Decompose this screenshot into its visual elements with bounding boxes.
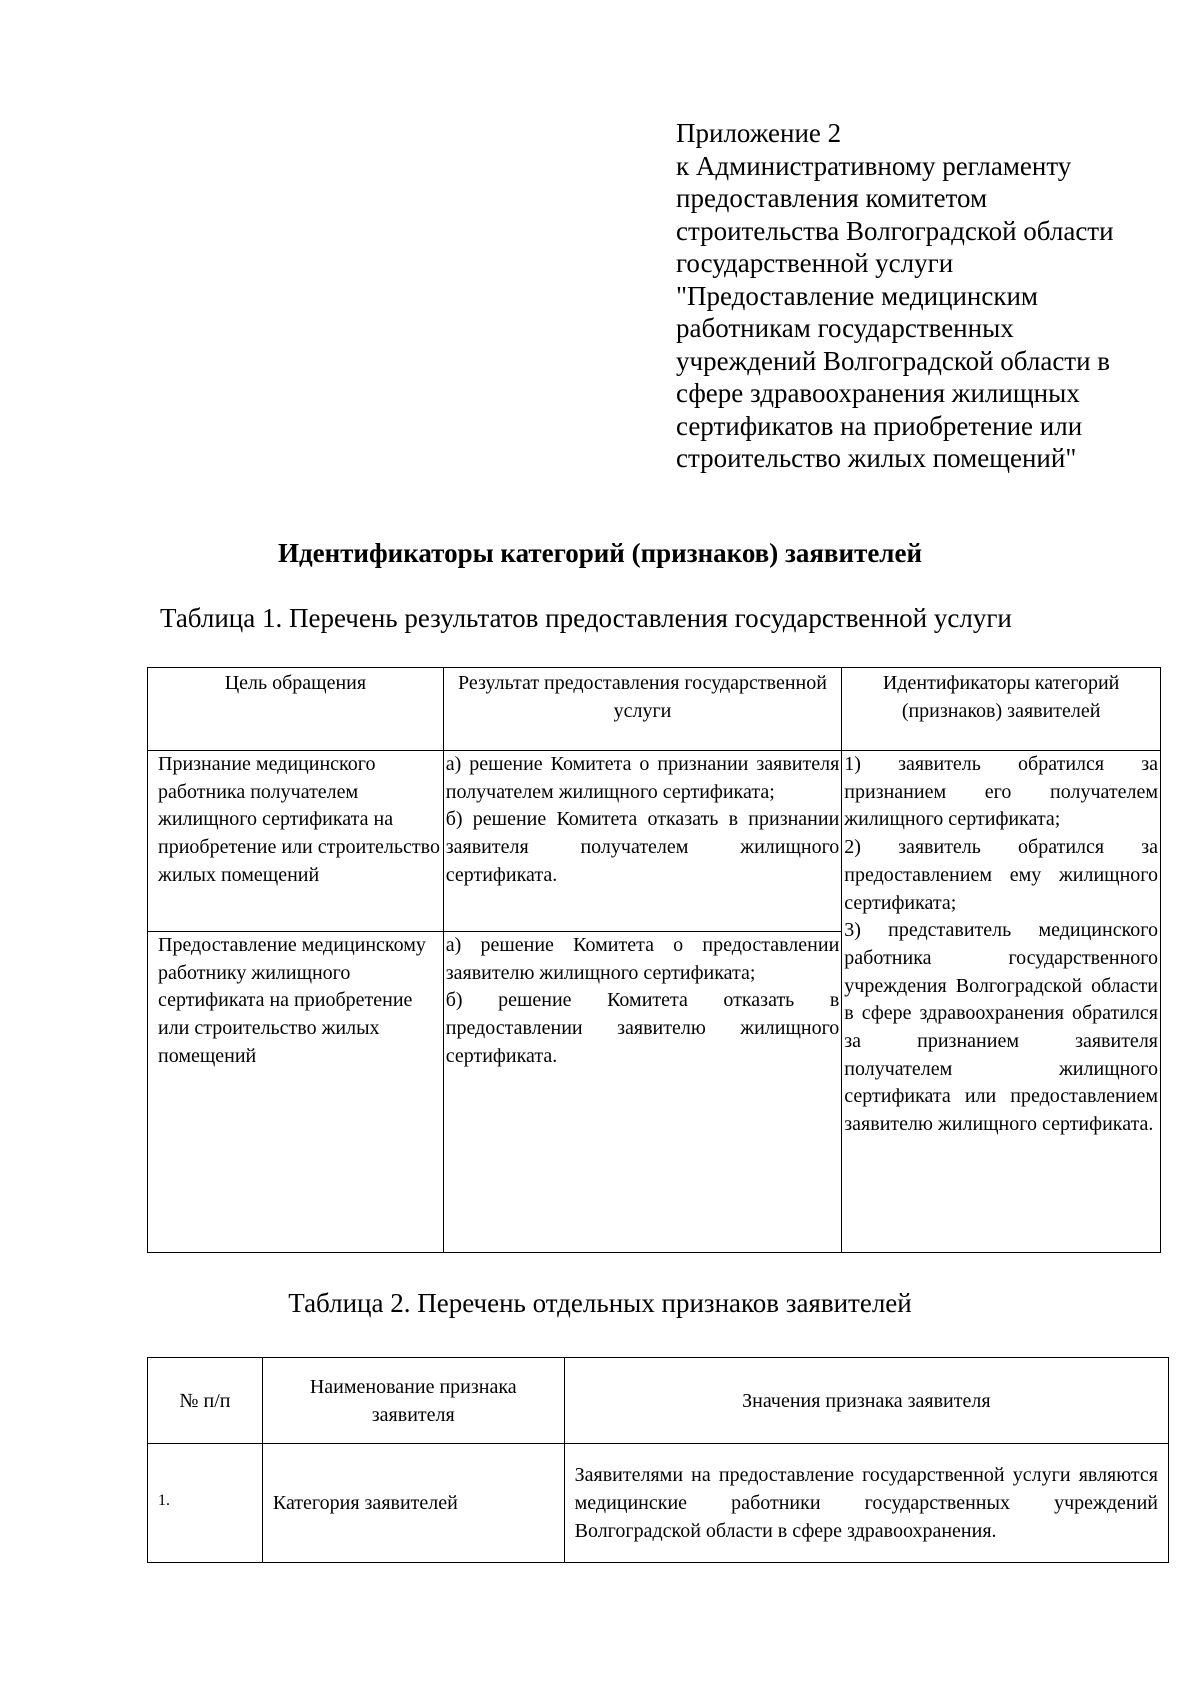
result-item: б) решение Комитета отказать в предоставлении заявителю жилищного сертификата.: [445, 989, 840, 1067]
goal-cell: [148, 932, 444, 1253]
header-cell-number: № п/п: [148, 1358, 263, 1444]
goal-text: Признание медицинского работника получателем жилищного сертификата на приобретение или строительство жилых помещений: [158, 753, 440, 886]
appendix-line: к Административному регламенту: [676, 150, 1072, 181]
result-cell: [443, 932, 842, 1253]
appendix-line: работникам государственных: [676, 313, 1014, 343]
result-item: а) решение Комитета о предоставлении заявителю жилищного сертификата;: [445, 934, 840, 984]
header-cell-values: Значения признака заявителя: [564, 1358, 1168, 1444]
appendix-block: [676, 117, 1176, 475]
table2-caption: Таблица 2. Перечень отдельных признаков заявителей: [288, 1288, 912, 1318]
table-header-row: [148, 1358, 1169, 1444]
header-cell-goal: Цель обращения: [148, 668, 444, 751]
appendix-line: Приложение 2: [676, 118, 842, 148]
attribute-name: Категория заявителей: [262, 1444, 564, 1563]
appendix-line: "Предоставление медицинским: [676, 280, 1039, 311]
document-title: Идентификаторы категорий (признаков) заявителей: [277, 538, 923, 568]
table-row: [148, 751, 1161, 932]
result-cell: [443, 751, 842, 932]
result-item: б) решение Комитета отказать в признании заявителя получателем жилищного сертификата.: [445, 808, 840, 886]
header-cell-name: Наименование признака заявителя: [262, 1358, 564, 1444]
results-table: [147, 667, 1161, 1253]
identifiers-cell: [842, 751, 1161, 1253]
goal-text: Предоставление медицинскому работнику жилищного сертификата на приобретение или строительство жилых помещений: [158, 934, 426, 1067]
table-row: [148, 1444, 1169, 1563]
attributes-table: [147, 1357, 1169, 1563]
identifier-item: 2) заявитель обратился за предоставлением ему жилищного сертификата;: [844, 836, 1158, 914]
attribute-value: [564, 1444, 1168, 1563]
goal-cell: [148, 751, 444, 932]
header-cell-identifiers: Идентификаторы категорий (признаков) заявителей: [842, 668, 1161, 751]
table1-caption: Таблица 1. Перечень результатов предоставления государственной услуги: [160, 603, 1012, 633]
identifier-item: 1) заявитель обратился за признанием его получателем жилищного сертификата;: [844, 753, 1158, 831]
row-number: 1.: [148, 1444, 263, 1563]
appendix-line: государственной услуги: [676, 248, 954, 278]
appendix-line: строительство жилых помещений": [676, 443, 1077, 473]
table-header-row: [148, 668, 1161, 751]
header-cell-result: Результат предоставления государственной услуги: [443, 668, 842, 751]
identifier-item: 3) представитель медицинского работника государственного учреждения Волгоградской области в сфере здравоохранения обратился за признанием заявителя получателем жилищного сертификата или предоставлением заявителю жилищного сертификата.: [844, 919, 1158, 1136]
attribute-value-text: Заявителями на предоставление государственной услуги являются медицинские работники государственных учреждений Волгоградской области в сфере здравоохранения.: [574, 1464, 1158, 1542]
appendix-line: учреждений Волгоградской области в: [676, 345, 1111, 376]
appendix-line: сфере здравоохранения жилищных: [676, 378, 1080, 408]
appendix-line: сертификатов на приобретение или: [676, 410, 1083, 441]
appendix-line: строительства Волгоградской области: [676, 215, 1114, 246]
result-item: а) решение Комитета о признании заявителя получателем жилищного сертификата;: [445, 753, 840, 803]
appendix-line: предоставления комитетом: [676, 183, 988, 213]
